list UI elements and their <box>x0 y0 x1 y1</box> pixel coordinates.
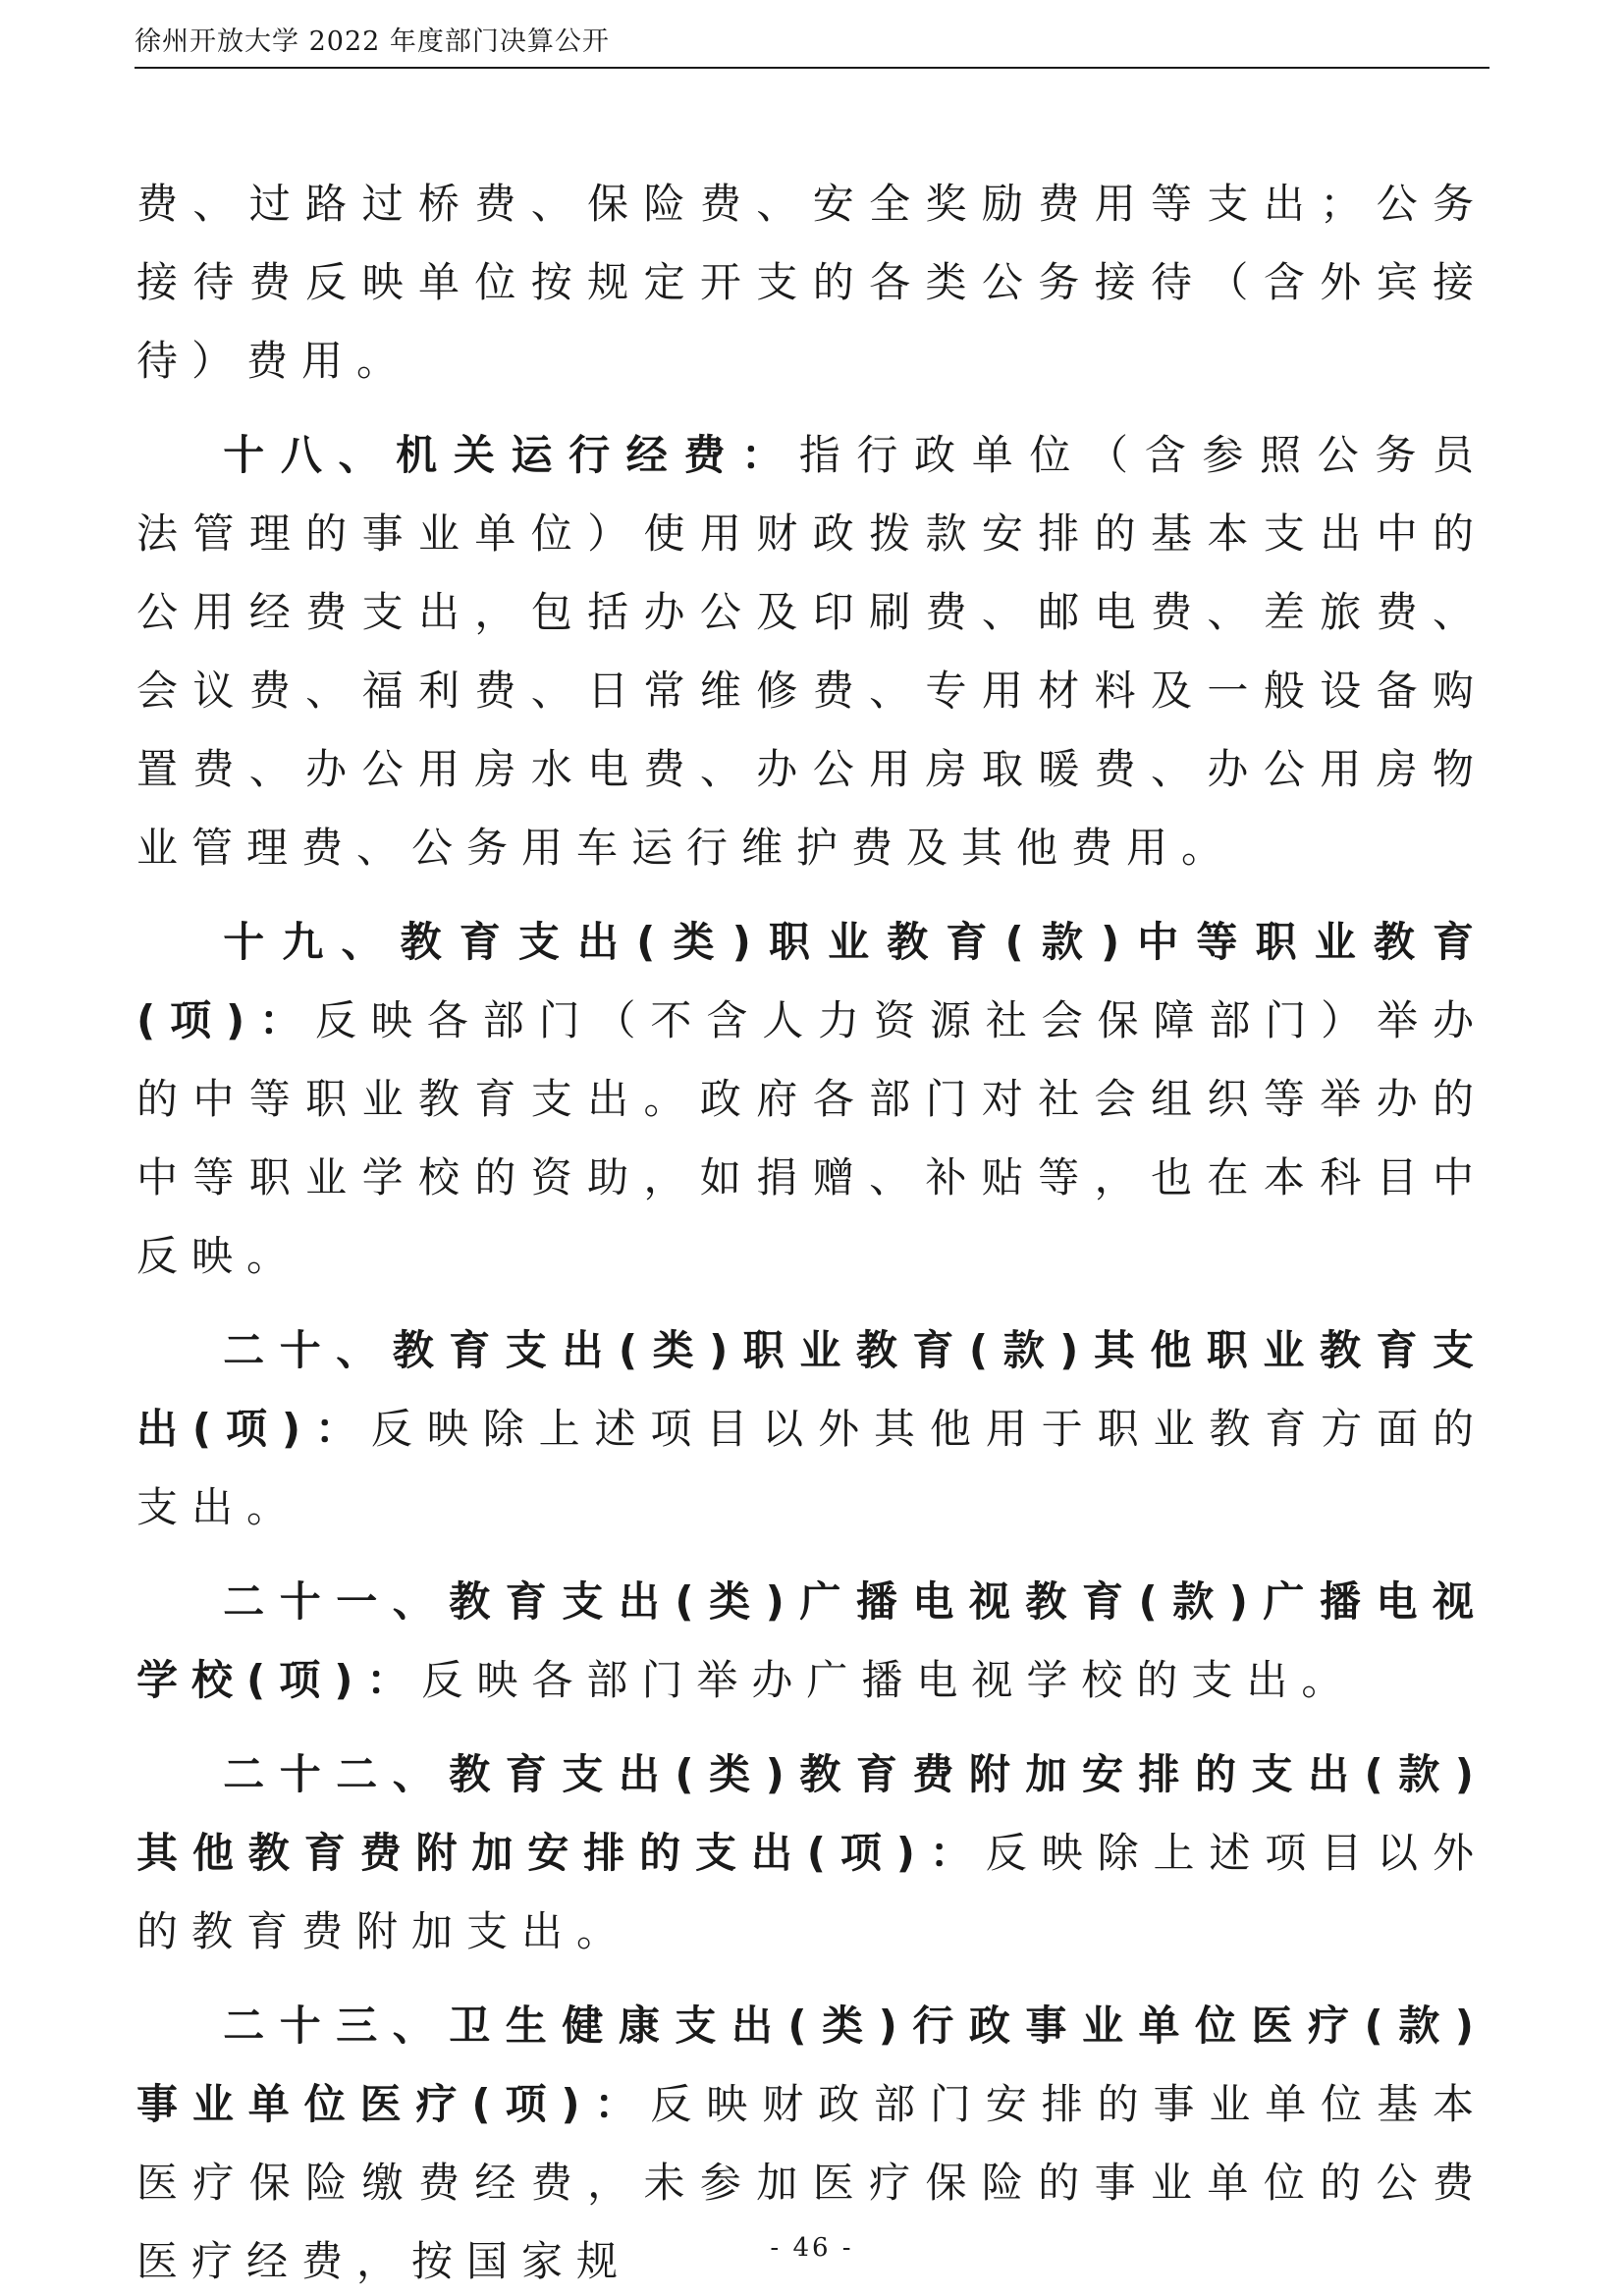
body-text-run: 反映财政部门安排的事业单位基本医疗保险缴费经费，未参加医疗保险的事业单位的公费医疗经费，按国家规 <box>136 2080 1488 2285</box>
page-footer <box>0 2233 1624 2263</box>
paragraph <box>136 416 1488 887</box>
section-heading-run: 二十一、教育支出(类)广播电视教育(款)广播电视学校(项)： <box>136 1577 1488 1704</box>
section-heading-run: 二十二、教育支出(类)教育费附加安排的支出(款)其他教育费附加安排的支出(项)： <box>136 1750 1488 1877</box>
section-heading-run: 十九、教育支出(类)职业教育(款)中等职业教育(项)： <box>136 918 1488 1044</box>
paragraph <box>136 1563 1488 1720</box>
page-number: - 46 - <box>770 2233 854 2263</box>
body-text-run: 费、过路过桥费、保险费、安全奖励费用等支出；公务接待费反映单位按规定开支的各类公务接待（含外宾接待）费用。 <box>136 180 1488 385</box>
section-heading-run: 二十三、卫生健康支出(类)行政事业单位医疗(款)事业单位医疗(项)： <box>136 2002 1488 2128</box>
paragraph <box>136 1735 1488 1971</box>
paragraph <box>136 165 1488 400</box>
body-text-run: 反映除上述项目以外其他用于职业教育方面的支出。 <box>136 1405 1488 1531</box>
header-rule <box>135 67 1489 69</box>
body-text-run: 反映除上述项目以外的教育费附加支出。 <box>136 1829 1488 1955</box>
paragraph <box>136 1311 1488 1547</box>
paragraph <box>136 903 1488 1296</box>
section-heading-run: 二十、教育支出(类)职业教育(款)其他职业教育支出(项)： <box>136 1326 1488 1453</box>
body-text-run: 反映各部门（不含人力资源社会保障部门）举办的中等职业教育支出。政府各部门对社会组织等举办的中等职业学校的资助，如捐赠、补贴等，也在本科目中反映。 <box>136 996 1488 1280</box>
header-title: 徐州开放大学 2022 年度部门决算公开 <box>135 27 610 57</box>
body-text-run: 指行政单位（含参照公务员法管理的事业单位）使用财政拨款安排的基本支出中的公用经费支出，包括办公及印刷费、邮电费、差旅费、会议费、福利费、日常维修费、专用材料及一般设备购置费、办公用房水电费、办公用房取暖费、办公用房物业管理费、公务用车运行维护费及其他费用。 <box>136 431 1488 872</box>
page-header <box>135 20 1489 69</box>
body-text-run: 反映各部门举办广播电视学校的支出。 <box>421 1656 1357 1704</box>
section-heading-run: 十八、机关运行经费： <box>223 431 799 479</box>
document-body <box>136 165 1488 2296</box>
